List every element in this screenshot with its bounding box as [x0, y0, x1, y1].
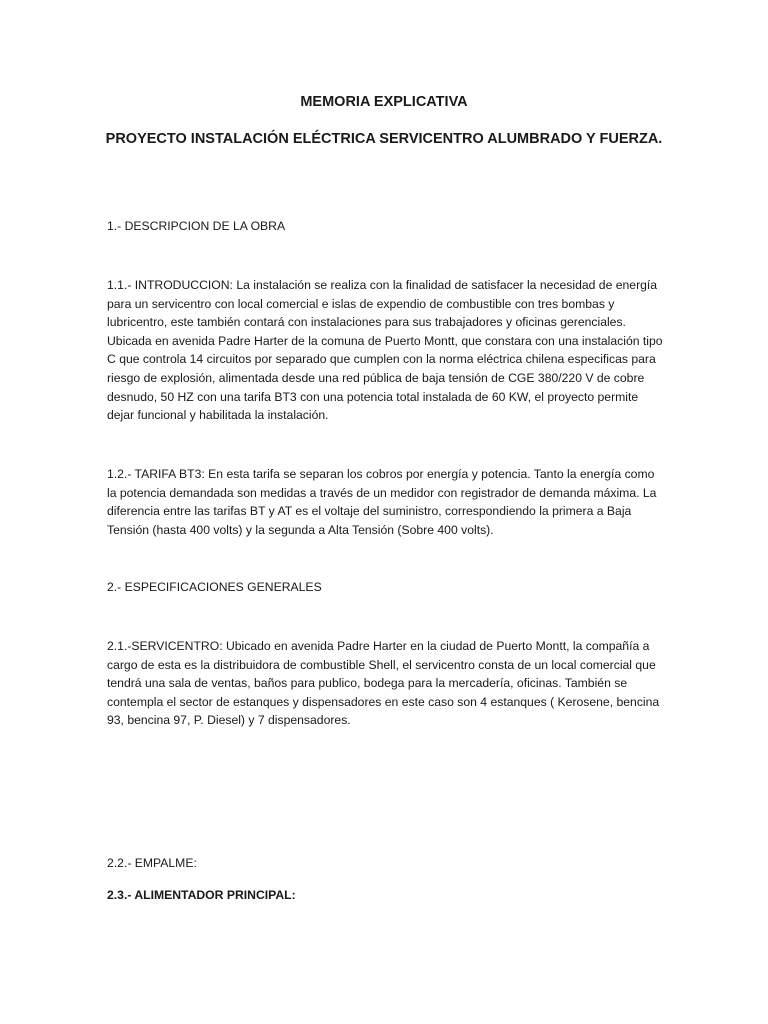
- document-subtitle: PROYECTO INSTALACIÓN ELÉCTRICA SERVICENTRO ALUMBRADO Y FUERZA.: [105, 131, 663, 147]
- section-2-1-label: 2.1.-SERVICENTRO:: [107, 639, 223, 653]
- section-2-1-paragraph: [107, 637, 663, 730]
- section-1-1-text: La instalación se realiza con la finalidad de satisfacer la necesidad de energía para un servicentro con local comercial e islas de expendio de combustible con tres bombas y lubricentro, este también contará con instalaciones para sus trabajadores y oficinas gerenciales. Ubicada en avenida Padre Harter de la comuna de Puerto Montt, que constara con una instalación tipo C que controla 14 circuitos por separado que cumplen con la norma eléctrica chilena especificas para riesgo de explosión, alimentada desde una red pública de baja tensión de CGE 380/220 V de cobre desnudo, 50 HZ con una tarifa BT3 con una potencia total instalada de 60 KW, el proyecto permite dejar funcional y habilitada la instalación.: [107, 278, 663, 423]
- section-2-2-heading: 2.2.- EMPALME:: [107, 856, 197, 870]
- section-1-2-label: 1.2.- TARIFA BT3:: [107, 467, 205, 481]
- section-2-heading: 2.- ESPECIFICACIONES GENERALES: [107, 580, 322, 594]
- section-2-3-heading: 2.3.- ALIMENTADOR PRINCIPAL:: [107, 888, 296, 902]
- section-2-1-text: Ubicado en avenida Padre Harter en la ciudad de Puerto Montt, la compañía a cargo de esta es la distribuidora de combustible Shell, el servicentro consta de un local comercial que tendrá una sala de ventas, baños para publico, bodega para la mercadería, oficinas. También se contempla el sector de estanques y dispensadores en este caso son 4 estanques ( Kerosene, bencina 93, bencina 97, P. Diesel) y 7 dispensadores.: [107, 639, 660, 728]
- document-title: MEMORIA EXPLICATIVA: [300, 94, 468, 110]
- section-1-1-paragraph: [107, 276, 663, 425]
- section-1-heading: 1.- DESCRIPCION DE LA OBRA: [107, 219, 286, 233]
- section-1-1-label: 1.1.- INTRODUCCION:: [107, 278, 233, 292]
- section-1-2-text: En esta tarifa se separan los cobros por energía y potencia. Tanto la energía como la potencia demandada son medidas a través de un medidor con registrador de demanda máxima. La diferencia entre las tarifas BT y AT es el voltaje del suministro, correspondiendo la primera a Baja Tensión (hasta 400 volts) y la segunda a Alta Tensión (Sobre 400 volts).: [107, 467, 657, 537]
- section-1-2-paragraph: [107, 465, 663, 539]
